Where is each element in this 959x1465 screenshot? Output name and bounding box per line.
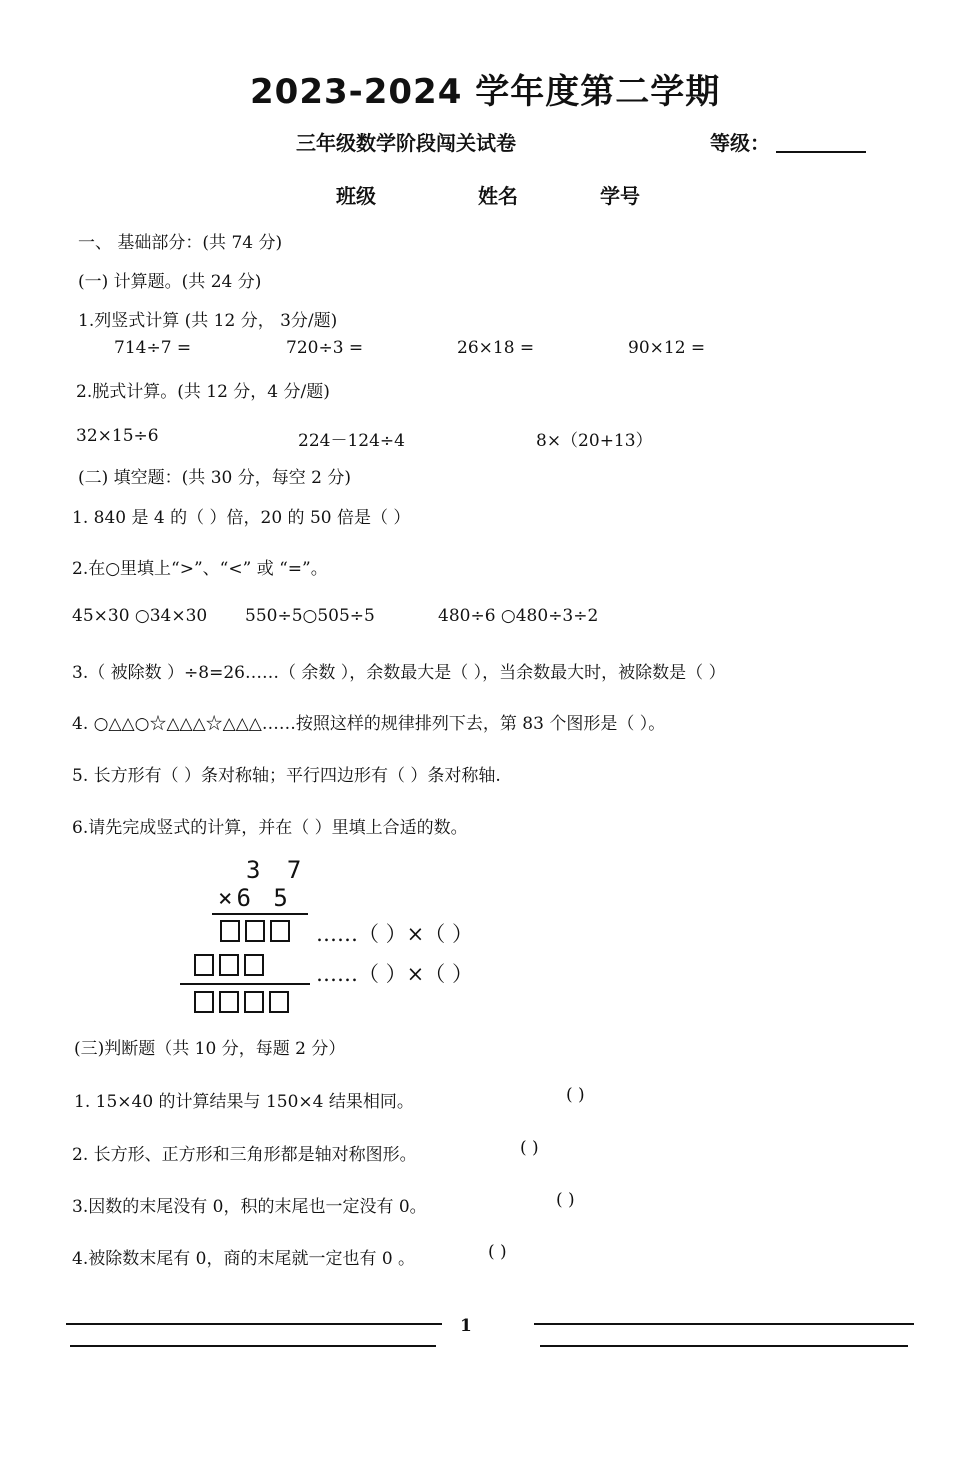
mixed-calc-item: 224－124÷4 <box>298 431 405 451</box>
student-id-label: 学号 <box>600 184 640 208</box>
fill-question-6: 6.请先完成竖式的计算，并在（ ）里填上合适的数。 <box>72 818 468 838</box>
class-label: 班级 <box>336 184 376 208</box>
footer-rule-right-top <box>534 1323 914 1325</box>
vertical-calc-item: 720÷3 = <box>286 338 364 358</box>
mult-rule-1 <box>212 913 308 915</box>
digit-box[interactable] <box>245 920 265 942</box>
judge-answer-2[interactable]: ( ) <box>520 1138 539 1158</box>
page-number: 1 <box>460 1316 472 1336</box>
digit-box[interactable] <box>219 991 239 1013</box>
digit-box[interactable] <box>220 920 240 942</box>
exam-subtitle: 三年级数学阶段闯关试卷 <box>296 131 516 155</box>
vertical-calc-item: 90×12 = <box>628 338 706 358</box>
footer-rule-left-top <box>66 1323 442 1325</box>
fill-question-1: 1. 840 是 4 的（ ）倍，20 的 50 倍是（ ） <box>72 508 411 528</box>
fill-question-2: 2.在○里填上“>”、“<” 或 “=”。 <box>72 559 328 579</box>
compare-item: 45×30 ○34×30 <box>72 606 208 626</box>
fill-heading: (二) 填空题：(共 30 分，每空 2 分) <box>78 468 351 488</box>
name-label: 姓名 <box>478 184 518 208</box>
judge-heading: (三)判断题（共 10 分，每题 2 分） <box>74 1039 346 1059</box>
judge-answer-1[interactable]: ( ) <box>566 1085 585 1105</box>
calc-heading: (一) 计算题。(共 24 分) <box>78 272 262 292</box>
judge-item-4: 4.被除数末尾有 0，商的末尾就一定也有 0 。 <box>72 1249 416 1269</box>
partial-product-2-hint: ……（ ）×（ ） <box>316 962 473 986</box>
grade-field <box>710 127 866 156</box>
part1-heading: 一、 基础部分：(共 74 分) <box>78 233 283 253</box>
digit-box[interactable] <box>270 920 290 942</box>
digit-box[interactable] <box>244 954 264 976</box>
fill-question-3: 3.（ 被除数 ）÷8=26……（ 余数 ），余数最大是（ ），当余数最大时，被除数是（ ） <box>72 663 726 683</box>
footer-rule-right-bottom <box>540 1345 908 1347</box>
digit-box[interactable] <box>244 991 264 1013</box>
mixed-calc-item: 8×（20+13） <box>536 431 653 451</box>
digit-box[interactable] <box>219 954 239 976</box>
compare-item: 480÷6 ○480÷3÷2 <box>438 606 599 626</box>
footer-rule-left-bottom <box>70 1345 436 1347</box>
compare-item: 550÷5○505÷5 <box>245 606 375 626</box>
judge-item-1: 1. 15×40 的计算结果与 150×4 结果相同。 <box>74 1092 414 1112</box>
mixed-calc-heading: 2.脱式计算。(共 12 分，4 分/题) <box>76 382 330 402</box>
judge-item-2: 2. 长方形、正方形和三角形都是轴对称图形。 <box>72 1145 417 1165</box>
fill-question-5: 5. 长方形有（ ）条对称轴；平行四边形有（ ）条对称轴. <box>72 766 501 786</box>
vertical-calc-item: 714÷7 = <box>114 338 192 358</box>
partial-product-1-hint: ……（ ）×（ ） <box>316 922 473 946</box>
judge-item-3: 3.因数的末尾没有 0，积的末尾也一定没有 0。 <box>72 1197 427 1217</box>
partial-product-2-boxes <box>194 954 269 976</box>
digit-box[interactable] <box>194 991 214 1013</box>
grade-label: 等级： <box>710 131 770 155</box>
mixed-calc-item: 32×15÷6 <box>76 426 159 446</box>
digit-box[interactable] <box>194 954 214 976</box>
vertical-calc-item: 26×18 = <box>457 338 535 358</box>
judge-answer-3[interactable]: ( ) <box>556 1190 575 1210</box>
exam-title: 2023-2024 学年度第二学期 <box>250 72 721 112</box>
partial-product-1-boxes <box>220 920 295 942</box>
mult-top-number: 3 7 <box>246 856 308 884</box>
mult-bottom-number: ×6 5 <box>218 884 292 912</box>
fill-question-4: 4. ○△△○☆△△△☆△△△……按照这样的规律排列下去，第 83 个图形是（ ）。 <box>72 714 666 734</box>
product-boxes <box>194 991 294 1013</box>
mult-rule-2 <box>180 983 310 985</box>
digit-box[interactable] <box>269 991 289 1013</box>
vertical-calc-heading: 1.列竖式计算 (共 12 分， 3分/题) <box>78 311 338 331</box>
grade-blank <box>776 137 866 153</box>
judge-answer-4[interactable]: ( ) <box>488 1242 507 1262</box>
